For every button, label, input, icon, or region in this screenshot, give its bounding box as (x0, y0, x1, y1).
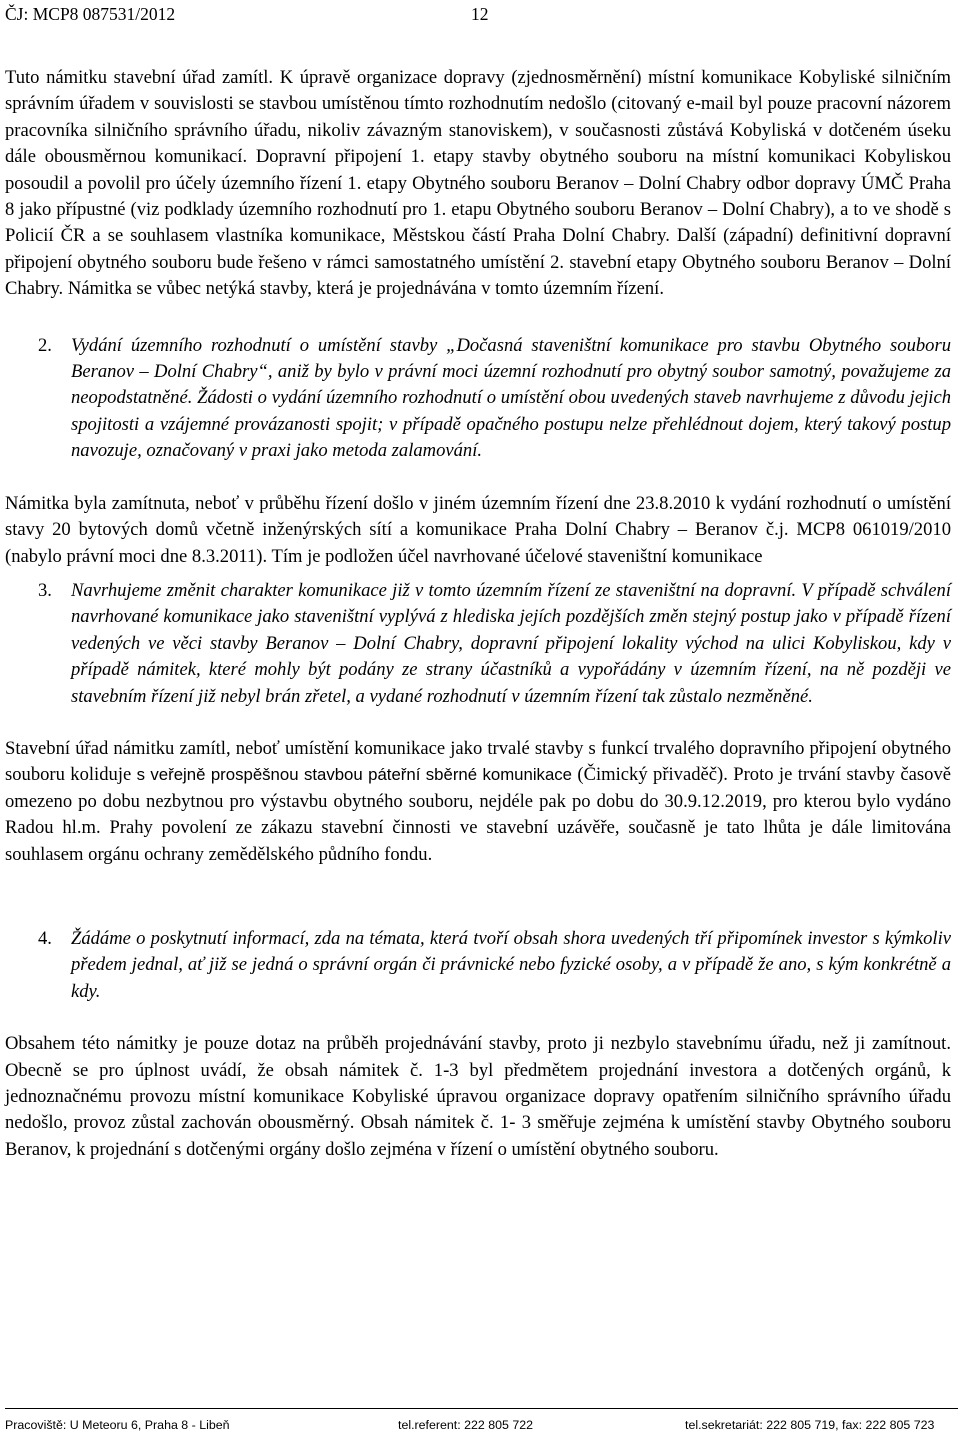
page-number: 12 (471, 4, 489, 24)
paragraph-text-part-2: (Čimický přivaděč). Proto je trvání stavby časově omezeno po dobu nezbytnou pro výstavbu obytného souboru, nejdéle pak po dobu do 30.9.12.2019, pro kterou bylo vydáno Radou hl.m. Prahy povolení ze zákazu stavební činnosti ve stavební uzávěře, současně je tato lhůta je dále limitována souhlasem orgánu ochrany zemědělského půdního fondu. (5, 764, 951, 865)
paragraph-text-part-1: Stavební úřad námitku zamítl, neboť umístění komunikace jako trvalé stavby s funkcí trvalého dopravního připojení obytného souboru koliduje (5, 737, 951, 786)
item-text: Navrhujeme změnit charakter komunikace již v tomto územním řízení ze staveništní na dopravní. V případě schválení navrhované komunikace jako staveništní vyplývá z hlediska jejích pozdějších změn stejný postup jako v případě řízení vedených ve věci stavby Beranov – Dolní Chabry, dopravní připojení lokality východ na ulici Kobyliskou, kdy v případě námitek, které mohly být podány ze strany účastníků a vypořádány v územním řízení, na ně později ve stavebním řízení již nebyl brán zřetel, a vydané rozhodnutí v územním řízení tak zůstalo nezměněné. (71, 579, 951, 707)
footer-referent-phone: tel.referent: 222 805 722 (398, 1418, 534, 1432)
paragraph-response-4: Obsahem této námitky je pouze dotaz na průběh projednávání stavby, proto ji nezbylo stavebnímu úřadu, než ji zamítnout. Obecně se pro úplnost uvádí, že obsah námitek č. 1-3 byl předmětem projednání investora a dotčených orgánů, k jednoznačnému provozu místní komunikace Kobyliské úpravou organizace dopravy opatřením silničního správního úřadu nedošlo, provoz zůstal zachován obousměrný. Obsah námitek č. 1- 3 směřuje zejména k umístění stavby Obytného souboru Beranov, k projednání s dotčenými orgány došlo zejména v řízení o umístění obytného souboru. (5, 1033, 951, 1160)
objection-item-2 (5, 333, 951, 465)
paragraph-response-1: Tuto námitku stavební úřad zamítl. K úpravě organizace dopravy (zjednosměrnění) místní komunikace Kobyliské silničním správním úřadem v souvislosti se stavbou umístěnou tímto rozhodnutím nedošlo (citovaný e-mail byl pouze pracovní názorem pracovníka silničního správního úřadu, nikoliv závazným stanoviskem), v současnosti zůstává Kobyliská v dotčeném úseku dále obousměrnou komunikací. Dopravní připojení 1. etapy stavby obytného souboru na místní komunikaci Kobyliskou posoudil a povolil pro účely územního řízení 1. etapy Obytného souboru Beranov – Dolní Chabry odbor dopravy ÚMČ Praha 8 jako přípustné (viz podklady územního rozhodnutí pro 1. etapu Obytného souboru Beranov – Dolní Chabry), a to ve shodě s Policií ČR a se souhlasem vlastníka komunikace, Městskou částí Praha Dolní Chabry. Další (západní) definitivní dopravní připojení obytného souboru bude řešeno v rámci samostatného umístění 2. stavební etapy Obytného souboru Beranov – Dolní Chabry. Námitka se vůbec netýká stavby, která je projednávána v tomto územním řízení. (5, 67, 951, 300)
item-number: 4. (38, 927, 52, 949)
paragraph-response-2: Námitka byla zamítnuta, neboť v průběhu řízení došlo v jiném územním řízení dne 23.8.2010 k vydání rozhodnutí o umístění stavy 20 bytových domů včetně inženýrských sítí a komunikace Praha Dolní Chabry – Beranov č.j. MCP8 061019/2010 (nabylo právní moci dne 8.3.2011). Tím je podložen účel navrhované účelové staveništní komunikace (5, 492, 951, 567)
page-footer (5, 1408, 958, 1432)
footer-address: Pracoviště: U Meteoru 6, Praha 8 - Libeň (5, 1418, 230, 1432)
item-text: Žádáme o poskytnutí informací, zda na témata, která tvoří obsah shora uvedených tří připomínek investor s kýmkoliv předem jednal, ať již se jedná o správní orgán či právnické nebo fyzické osoby, a v případě že ano, s kým konkrétně a kdy. (71, 927, 951, 1002)
item-text: Vydání územního rozhodnutí o umístění stavby „Dočasná staveništní komunikace pro stavbu Obytného souboru Beranov – Dolní Chabry“, aniž by bylo v právní moci územní rozhodnutí pro obytný soubor samotný, považujeme za neopodstatněné. Žádosti o vydání územního rozhodnutí o umístění obou uvedených staveb navrhujeme z důvodu jejich spojitosti a vzájemné provázanosti spojit; v případě opačného postupu nelze přehlédnout dojem, který takový postup navozuje, označovaný v praxi jako metoda zalamování. (71, 334, 951, 462)
paragraph-response-3 (5, 736, 951, 868)
footer-secretariat-phone: tel.sekretariát: 222 805 719, fax: 222 805 723 (685, 1418, 935, 1432)
document-reference: ČJ: MCP8 087531/2012 (5, 4, 176, 24)
item-number: 3. (38, 579, 52, 601)
page-header (5, 2, 905, 26)
objection-item-4 (5, 926, 951, 1005)
document-body (5, 65, 951, 1163)
paragraph-text-sans: s veřejně prospěšnou stavbou páteřní sběrné komunikace (136, 765, 573, 785)
objection-item-3 (5, 578, 951, 710)
item-number: 2. (38, 334, 52, 356)
